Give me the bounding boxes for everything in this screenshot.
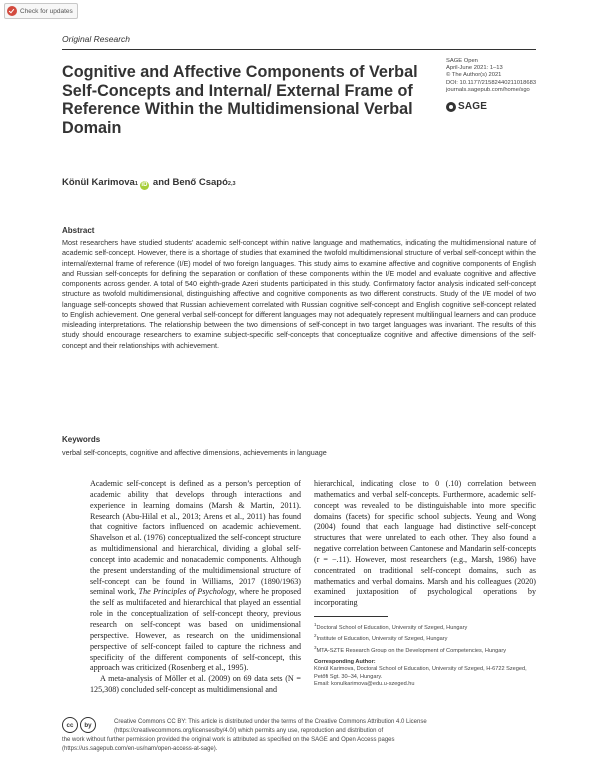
sage-logo-text: SAGE: [458, 101, 488, 112]
copyright: © The Author(s) 2021: [446, 72, 502, 79]
creative-commons-icon: cc: [62, 717, 78, 733]
keywords-heading: Keywords: [62, 435, 101, 444]
license-text: [62, 718, 536, 754]
affiliation-1: [314, 621, 536, 632]
check-for-updates-badge[interactable]: [4, 3, 78, 19]
attribution-icon: by: [80, 717, 96, 733]
affiliation-3: [314, 644, 536, 655]
footnote-marker: 3: [314, 644, 317, 650]
badge-label: Check for updates: [20, 7, 73, 15]
license-line: Creative Commons CC BY: This article is distributed under the terms of the Creative Commons Attribution 4.0 License: [114, 719, 427, 725]
body-paragraph: [90, 479, 301, 674]
author-1[interactable]: Könül Karimova: [62, 177, 135, 188]
license-line[interactable]: (https://creativecommons.org/licenses/by/4.0/) which permits any use, reproduction and distribution of: [114, 728, 384, 734]
corresponding-author-address: Könül Karimova, Doctoral School of Education, University of Szeged, H-6722 Szeged, Petőfi Sgt. 30–34, Hungary.: [314, 666, 527, 680]
corresponding-author-heading: Corresponding Author:: [314, 658, 376, 665]
abstract-text: Most researchers have studied students’ academic self-concept within native language and mathematics, indicating the multidimensional nature of academic self-concept. However, there is a shortage of studies that examined the twofold multidimensional structure of verbal self-concept within the internal/external frame of reference (I/E) model of two foreign languages. This study aims to examine affective and cognitive components of English and Russian self-concepts for defining the separation or conflation of these components within the I/E model and evaluate cognitive and affective components across gender. A total of 540 eighth-grade Azeri students participated in this study. Confirmatory factor analysis indicated self-concept structure as twofold multidimensional, distinguishing affective and cognitive components as two different constructs. Study of the I/E model of two language self-concepts showed that Russian achievement correlated with Russian cognitive self-concept and English cognitive self-concept related to English achievement. One general verbal self-concept for different languages may not adequately represent multilingual learners and can produce misleading interpretations. The relationship between the two dimensions of self-concept in two target languages was invariant. The results of this study should encourage researchers to examine subject-specific self-concepts that conceptualize cognitive and affective dimensions of the self-concept and their relationships with achievement.: [62, 238, 536, 350]
body-paragraph: hierarchical, indicating close to 0 (.10) correlation between mathematics and verbal self-concepts. Furthermore, academic self-concept was revealed to be distinguishable into more specific domains (facets) for specific school subjects. Yeung and Wong (2004) found that each language had distinctive self-concept structures that were unrelated to each other. They also found a negative correlation between Cantonese and Mandarin self-concepts (r = −.11). However, most researchers (e.g., Marsh, 1986) have concentrated on traditional self-concept domains, such as mathematics and verbal domains. Marsh and his colleagues (2020) examined juxtaposition of psychological operations by incorporating: [314, 479, 536, 608]
footnote-text: Institute of Education, University of Szeged, Hungary: [316, 636, 448, 643]
footnote-rule: [314, 616, 388, 617]
affiliation-2: [314, 632, 536, 643]
author-2[interactable]: Benő Csapó: [172, 177, 228, 188]
doi[interactable]: DOI: 10.1177/21582440211018683: [446, 79, 537, 86]
orcid-icon[interactable]: iD: [141, 182, 148, 188]
author-1-affiliation: 1: [134, 181, 138, 187]
footnote-marker: 2: [314, 633, 317, 639]
footnote-marker: 1: [314, 622, 317, 627]
body-text: , where he proposed the self as multifaceted and hierarchical that played an essential role in the conceptualization of self-concept theory, previous research on self-concept was based on unidimensional perspective. However, as research on the unidimensional perspective of self-concept failed to capture the richness and specificity of the different components of self-concept, this approach was criticized (Rosenberg et al., 1995).: [90, 587, 301, 673]
abstract-heading: Abstract: [62, 226, 95, 235]
section-label: Original Research: [62, 34, 131, 44]
sage-logo-icon: [446, 102, 456, 112]
author-line: [62, 177, 236, 189]
journal-issue: April-June 2021: 1–13: [446, 65, 503, 72]
body-paragraph: A meta-analysis of Möller et al. (2009) on 69 data sets (N = 125,308) concluded self-concept as multidimensional and: [90, 674, 301, 695]
journal-url[interactable]: journals.sagepub.com/home/sgo: [446, 86, 530, 93]
footnotes: [314, 621, 536, 688]
article-title: Cognitive and Affective Components of Verbal Self-Concepts and Internal/ External Frame of Reference Within the Multidimensional Verbal Domain: [62, 63, 418, 137]
journal-meta: [446, 58, 566, 94]
footnote-text: Doctoral School of Education, University of Szeged, Hungary: [316, 624, 468, 631]
keywords-text: verbal self-concepts, cognitive and affective dimensions, achievements in language: [62, 448, 327, 457]
corresponding-author-email[interactable]: Email: konulkarimova@edu.u-szeged.hu: [314, 681, 415, 688]
author-2-affiliation: 2,3: [227, 181, 236, 187]
journal-name: SAGE Open: [446, 58, 478, 64]
header-rule: [62, 49, 536, 50]
body-column-right: [314, 479, 536, 609]
body-text: Academic self-concept is defined as a person’s perception of academic ability that develops through interactions and experience in learning domains (Marsh & Martin, 2011). Research (Abu-Hilal et al., 2013; Arens et al., 2011) has found that cognitive factors influenced on academic achievement. Shavelson et al. (1976) conceptualized the self-concept structure as multidimensional and hierarchical, dividing a global self-concept into academic and nonacademic components. Although the present understanding of the multidimensional structure of self-concept can be found in Williams, 2017 (1890/1963) seminal work,: [90, 479, 301, 597]
license-line[interactable]: (https://us.sagepub.com/en-us/nam/open-access-at-sage).: [62, 746, 218, 752]
checkmark-icon: [7, 6, 17, 16]
author-conjunction: and: [152, 177, 170, 188]
book-title: The Principles of Psychology: [138, 587, 235, 597]
license-line: the work without further permission provided the original work is attributed as specified on the SAGE and Open Access pages: [62, 737, 395, 743]
footnote-text: MTA-SZTE Research Group on the Development of Competencies, Hungary: [316, 647, 507, 654]
sage-logo: [446, 101, 487, 112]
body-column-left: [90, 479, 301, 696]
